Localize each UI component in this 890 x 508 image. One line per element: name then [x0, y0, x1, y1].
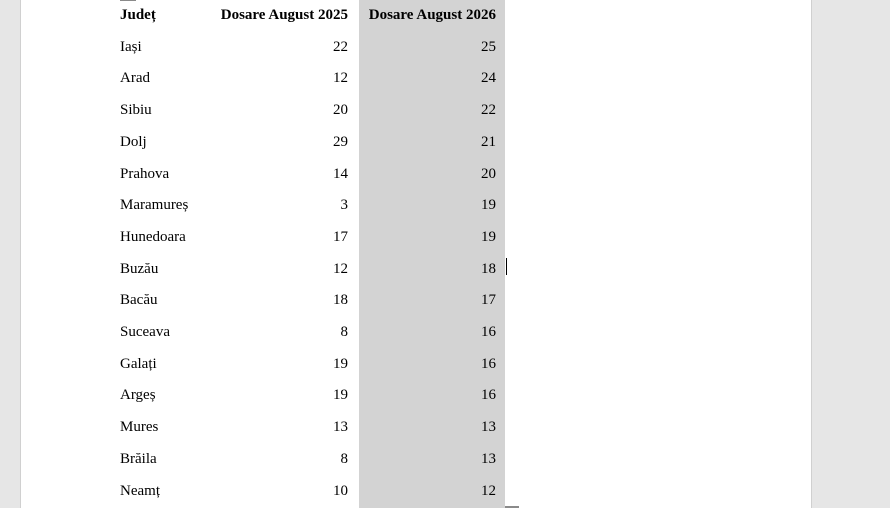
table-row — [114, 159, 500, 191]
cell-judet[interactable]: Dolj — [120, 133, 147, 150]
cell-judet[interactable]: Prahova — [120, 165, 170, 182]
cell-judet[interactable]: Sibiu — [120, 102, 152, 119]
cell-2025[interactable]: 12 — [333, 70, 348, 87]
cell-judet[interactable]: Iași — [120, 38, 142, 55]
table-row — [114, 285, 500, 317]
cell-judet[interactable]: Buzău — [120, 260, 159, 277]
cell-2025[interactable]: 20 — [333, 102, 348, 119]
cell-2026[interactable]: 13 — [481, 450, 496, 467]
table-row — [114, 349, 500, 381]
table-row — [114, 476, 500, 508]
table-row — [114, 380, 500, 412]
cell-judet[interactable]: Suceava — [120, 324, 170, 341]
table-header-row — [114, 0, 500, 32]
cell-2025[interactable]: 13 — [333, 419, 348, 436]
cell-2025[interactable]: 19 — [333, 355, 348, 372]
cell-2026[interactable]: 21 — [481, 133, 496, 150]
cell-2025[interactable]: 18 — [333, 292, 348, 309]
cell-2026[interactable]: 16 — [481, 355, 496, 372]
cell-2025[interactable]: 8 — [340, 450, 348, 467]
cell-2026[interactable]: 12 — [481, 482, 496, 499]
cell-2026[interactable]: 25 — [481, 38, 496, 55]
cell-2025[interactable]: 17 — [333, 228, 348, 245]
cell-2026[interactable]: 19 — [481, 228, 496, 245]
cell-2025[interactable]: 29 — [333, 133, 348, 150]
cell-2025[interactable]: 12 — [333, 260, 348, 277]
cell-2026[interactable]: 18 — [481, 260, 496, 277]
cell-2025[interactable]: 19 — [333, 387, 348, 404]
cell-2026[interactable]: 13 — [481, 419, 496, 436]
header-2025[interactable]: Dosare August 2025 — [220, 7, 348, 23]
cell-2026[interactable]: 19 — [481, 197, 496, 214]
table-row — [114, 32, 500, 64]
cell-2025[interactable]: 10 — [333, 482, 348, 499]
cell-2025[interactable]: 3 — [340, 197, 348, 214]
cell-judet[interactable]: Argeș — [120, 387, 156, 404]
cell-judet[interactable]: Galați — [120, 355, 157, 372]
header-judet[interactable]: Județ — [120, 7, 156, 23]
table-row — [114, 254, 500, 286]
cell-2025[interactable]: 8 — [340, 324, 348, 341]
cell-judet[interactable]: Neamț — [120, 482, 160, 499]
table-row — [114, 444, 500, 476]
document-page — [20, 0, 812, 508]
cell-judet[interactable]: Arad — [120, 70, 150, 87]
cell-2025[interactable]: 14 — [333, 165, 348, 182]
cell-2026[interactable]: 20 — [481, 165, 496, 182]
table-row — [114, 95, 500, 127]
table-row — [114, 190, 500, 222]
cell-2026[interactable]: 24 — [481, 70, 496, 87]
data-table[interactable] — [114, 0, 500, 507]
text-cursor — [506, 258, 507, 275]
table-row — [114, 412, 500, 444]
table-row — [114, 317, 500, 349]
cell-judet[interactable]: Maramureș — [120, 197, 189, 214]
cell-judet[interactable]: Brăila — [120, 450, 157, 467]
cell-2026[interactable]: 16 — [481, 387, 496, 404]
cell-judet[interactable]: Bacău — [120, 292, 158, 309]
cell-judet[interactable]: Mures — [120, 419, 159, 436]
cell-2025[interactable]: 22 — [333, 38, 348, 55]
cell-judet[interactable]: Hunedoara — [120, 228, 186, 245]
table-row — [114, 222, 500, 254]
cell-2026[interactable]: 16 — [481, 324, 496, 341]
table-row — [114, 63, 500, 95]
cell-2026[interactable]: 17 — [481, 292, 496, 309]
header-2026[interactable]: Dosare August 2026 — [368, 7, 496, 23]
table-row — [114, 127, 500, 159]
cell-2026[interactable]: 22 — [481, 102, 496, 119]
